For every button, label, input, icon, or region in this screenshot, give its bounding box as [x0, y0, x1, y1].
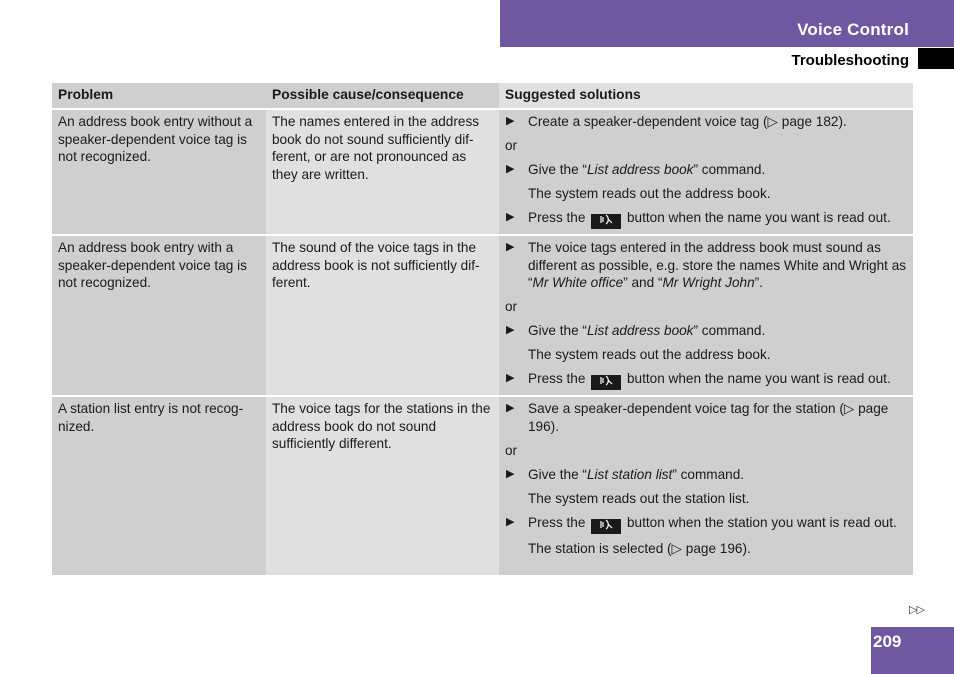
- bullet-icon: ▶: [506, 402, 515, 414]
- cause-cell: The names entered in the address book do not sound sufficiently dif-ferent, or are not pronounced as they are written.: [266, 110, 499, 236]
- solution-text: ” command.: [672, 466, 745, 482]
- solution-note: The system reads out the address book.: [528, 347, 771, 362]
- solution-text: button when the station you want is read out.: [626, 514, 897, 530]
- troubleshooting-table: [52, 83, 913, 577]
- table-header-row: [52, 83, 913, 110]
- solution-text: Create a speaker-dependent voice tag (▷ page 182).: [528, 114, 847, 129]
- solution-step: [505, 514, 907, 534]
- bullet-icon: ▶: [506, 515, 515, 528]
- solution-step: [505, 370, 907, 390]
- section-title: Voice Control: [797, 20, 909, 39]
- problem-cell: An address book entry with a speaker-dependent voice tag is not recognized.: [52, 236, 266, 397]
- solution-text: Press the: [528, 371, 586, 386]
- solution-step: [505, 466, 907, 484]
- table-row: [52, 397, 913, 577]
- voice-control-button-icon: [591, 214, 621, 229]
- solutions-cell: [499, 236, 913, 397]
- solution-step: [505, 322, 907, 340]
- solution-step: [505, 161, 907, 179]
- problem-cell: A station list entry is not recog-nized.: [52, 397, 266, 577]
- solution-text: The voice tags entered in the address book must sound as different as possible, e.g. store the names White and Wright as “: [528, 240, 907, 290]
- or-separator: or: [505, 442, 518, 458]
- problem-cell: An address book entry without a speaker-dependent voice tag is not recognized.: [52, 110, 266, 236]
- solutions-cell: [499, 397, 913, 577]
- voice-command: List address book: [586, 323, 694, 338]
- continue-arrows-icon: ▷▷: [909, 604, 924, 616]
- solution-text: Save a speaker-dependent voice tag for the station (▷ page 196).: [528, 401, 889, 434]
- or-separator: or: [505, 299, 518, 314]
- solution-step: [505, 209, 907, 229]
- solution-text: Give the “: [528, 162, 587, 177]
- solution-text: ” command.: [693, 162, 766, 177]
- solutions-cell: [499, 110, 913, 236]
- cause-cell: The voice tags for the stations in the address book do not sound sufficiently different.: [266, 397, 499, 577]
- solution-text: ”.: [754, 275, 763, 290]
- bullet-icon: ▶: [506, 324, 515, 336]
- solution-note: The system reads out the station list.: [528, 490, 750, 506]
- solution-text: Press the: [528, 514, 586, 530]
- table-row: [52, 110, 913, 236]
- bullet-icon: ▶: [506, 115, 515, 127]
- bullet-icon: ▶: [506, 241, 515, 253]
- voice-tag-example: Mr White office: [532, 275, 624, 290]
- bullet-icon: ▶: [506, 467, 515, 480]
- voice-tag-example: Mr Wright John: [662, 275, 755, 290]
- solution-text: ” command.: [693, 323, 766, 338]
- solution-note: The station is selected (▷ page 196).: [528, 541, 751, 556]
- voice-control-button-icon: [591, 375, 621, 390]
- column-header-solutions: Suggested solutions: [499, 83, 913, 110]
- section-subtitle: Troubleshooting: [791, 52, 909, 69]
- solution-step: [505, 400, 907, 435]
- table-row: [52, 236, 913, 397]
- solution-note: The system reads out the address book.: [528, 186, 771, 201]
- solution-text: ” and “: [623, 275, 663, 290]
- bullet-icon: ▶: [506, 211, 515, 223]
- solution-text: button when the name you want is read out.: [626, 210, 891, 225]
- cause-cell: The sound of the voice tags in the address book is not sufficiently dif-ferent.: [266, 236, 499, 397]
- bullet-icon: ▶: [506, 372, 515, 384]
- bullet-icon: ▶: [506, 163, 515, 175]
- solution-text: Press the: [528, 210, 586, 225]
- solution-step: [505, 239, 907, 292]
- voice-control-button-icon: [591, 519, 621, 534]
- solution-text: Give the “: [528, 466, 587, 482]
- solution-step: [505, 113, 907, 131]
- solution-text: Give the “: [528, 323, 587, 338]
- voice-command: List address book: [586, 162, 694, 177]
- voice-command: List station list: [586, 466, 673, 482]
- column-header-problem: Problem: [52, 83, 266, 110]
- solution-text: button when the name you want is read out.: [626, 371, 891, 386]
- column-header-cause: Possible cause/consequence: [266, 83, 499, 110]
- or-separator: or: [505, 138, 518, 153]
- section-tab-marker: [918, 48, 954, 69]
- page-number: 209: [873, 632, 902, 651]
